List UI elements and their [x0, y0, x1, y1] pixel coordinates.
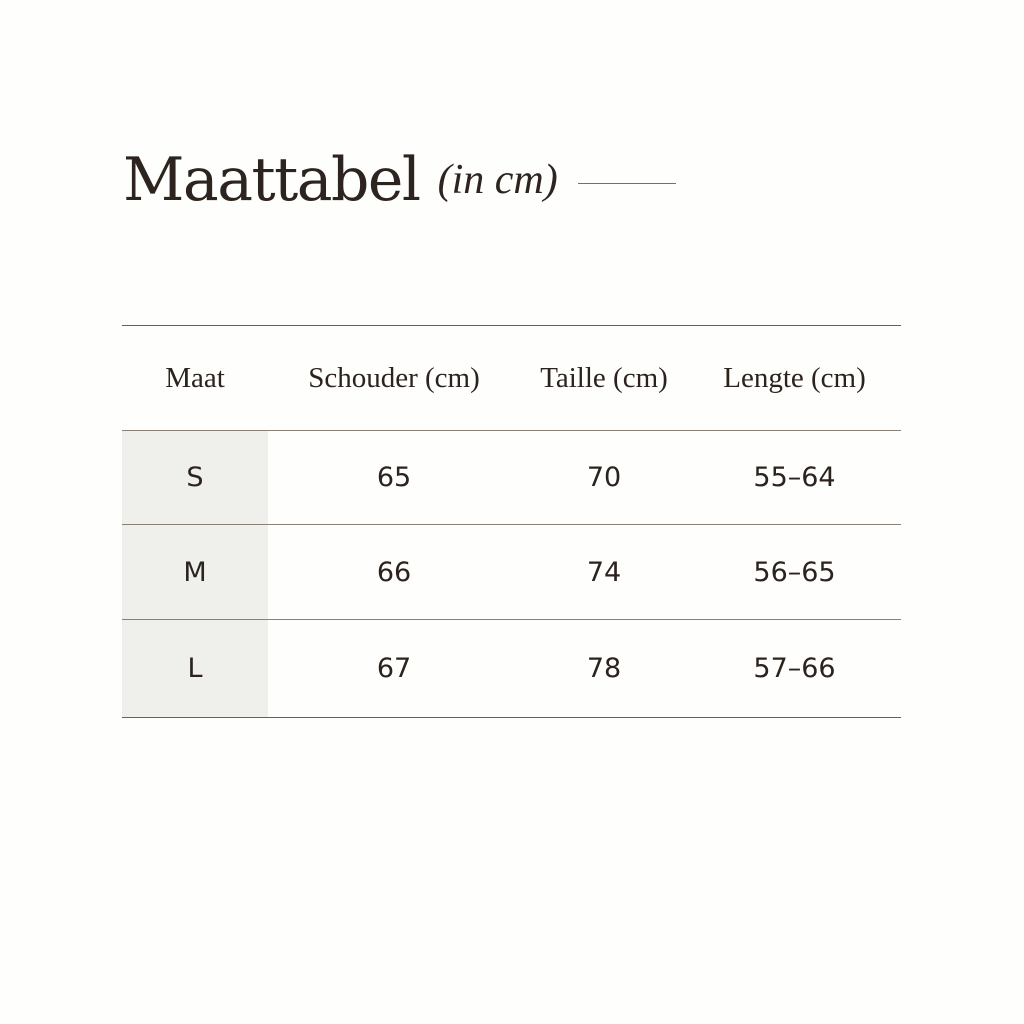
length-cell: 57–66: [753, 653, 836, 684]
header-length: Lengte (cm): [723, 361, 866, 394]
table-header-row: [122, 326, 901, 431]
table-row: [122, 620, 901, 718]
header-waist: Taille (cm): [540, 361, 668, 394]
length-cell: 55–64: [753, 462, 836, 493]
title-block: [123, 145, 676, 215]
length-cell: 56–65: [753, 556, 836, 588]
size-cell: L: [122, 620, 268, 718]
table-row: [122, 431, 901, 525]
shoulder-cell: 66: [376, 556, 412, 588]
size-table: [122, 325, 901, 718]
size-cell: M: [122, 525, 268, 620]
shoulder-cell: 65: [376, 462, 412, 493]
waist-cell: 74: [586, 556, 622, 588]
waist-cell: 78: [586, 653, 622, 684]
table-row: [122, 525, 901, 620]
title-unit-note: (in cm): [437, 157, 558, 203]
page-title: Maattabel: [123, 145, 420, 215]
shoulder-cell: 67: [376, 653, 412, 684]
header-shoulder: Schouder (cm): [308, 361, 480, 394]
header-size: Maat: [165, 361, 225, 394]
waist-cell: 70: [586, 462, 622, 493]
size-cell: S: [122, 431, 268, 525]
title-decorative-rule: [578, 183, 676, 184]
